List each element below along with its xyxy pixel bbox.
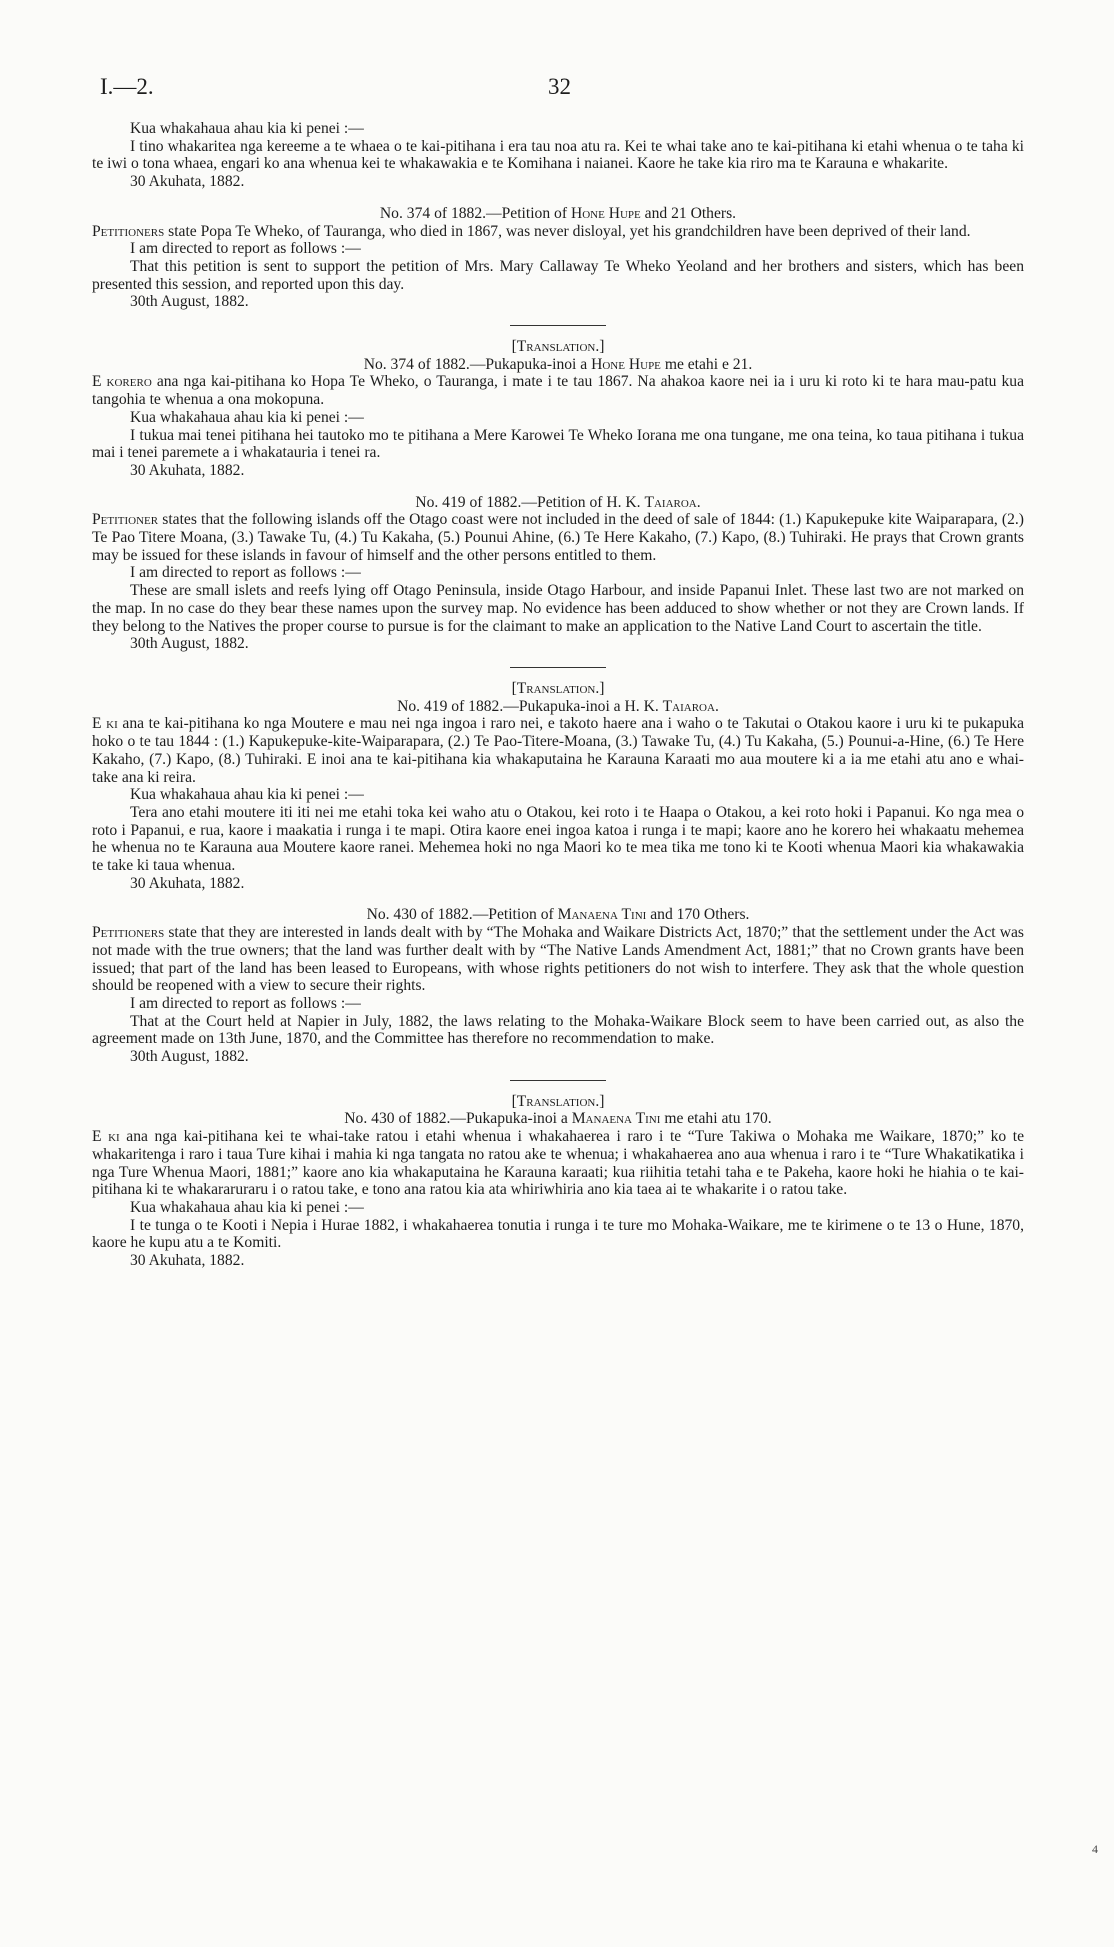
divider [510, 667, 606, 668]
margin-mark: 4 [1092, 1842, 1098, 1856]
divider [510, 1080, 606, 1081]
date-line: 30th August, 1882. [130, 293, 249, 311]
date-line: 30 Akuhata, 1882. [130, 173, 245, 191]
series-label: I.—2. [100, 74, 154, 99]
directed-line: I am directed to report as follows :— [130, 564, 361, 582]
date-line: 30 Akuhata, 1882. [130, 461, 245, 479]
petition-title: No. 419 of 1882.—Pukapuka-inoi a H. K. Taiaroa. [397, 697, 719, 715]
paragraph: E ki ana nga kai-pitihana kei te whai-take ratou i etahi whenua i whakahaerea i raro i te “Ture Takiwa o Mohaka me Waikare, 1870;” ko te whakaritenga i raro i taua Ture kihai i mahia ki nga tangata no ratou ake te whenua; i whakahaerea ano aua whenua i raro i te “Ture Whakatikatika i nga Ture Whenua Maori, 1881;” kaore ano kia whakaputaina he Karauna karaati; kua riihitia tetahi taha e te Pakeha, kaore hoki he hiahia o te kai-pitihana ki te whakararuraru i o ratou take, e tono ana ratou kia ata whiriwhiria ano kia taea ai te whakarite i o ratou take. [92, 1128, 1024, 1199]
directed-line: I am directed to report as follows :— [130, 994, 361, 1012]
document-body [92, 120, 1024, 1270]
paragraph: I tukua mai tenei pitihana hei tautoko mo te pitihana a Mere Karowei Te Wheko Iorana me ona tungane, me ona teina, ko taua pitihana i tukua mai i tenei paremete a i whakatauria i tenei ra. [92, 426, 1024, 462]
paragraph: I tino whakaritea nga kereeme a te whaea o te kai-pitihana i era tau noa atu ra. Kei te whai take ano te kai-pitihana ki etahi whenua o te taha ki te iwi o tona whaea, engari ko ana whenua kei te whakawakia e te Komihana i naianei. Kaore he take kia riro ma te Karauna e whakarite. [92, 137, 1024, 173]
page-number: 32 [548, 74, 571, 99]
intro-line: Kua whakahaua ahau kia ki penei :— [130, 120, 364, 137]
intro-line: Kua whakahaua ahau kia ki penei :— [130, 1198, 364, 1216]
paragraph: I te tunga o te Kooti i Nepia i Hurae 1882, i whakahaerea tonutia i runga i te ture mo Mohaka-Waikare, me te kirimene o te 13 o Hune, 1870, kaore he kupu atu a te Komiti. [92, 1216, 1024, 1252]
date-line: 30 Akuhata, 1882. [130, 874, 245, 892]
paragraph: Petitioners state Popa Te Wheko, of Tauranga, who died in 1867, was never disloyal, yet his grandchildren have been deprived of their land. [92, 222, 971, 240]
paragraph: These are small islets and reefs lying off Otago Peninsula, inside Otago Harbour, and inside Papanui Inlet. These last two are not marked on the map. In no case do they bear these names upon the survey map. No evidence has been adduced to show whether or not they are Crown lands. If they belong to the Natives the proper course to pursue is for the claimant to make an application to the Native Land Court to ascertain the title. [92, 582, 1024, 635]
paragraph: That this petition is sent to support the petition of Mrs. Mary Callaway Te Wheko Yeoland and her brothers and sisters, which has been presented this session, and reported upon this day. [92, 257, 1024, 293]
divider [510, 325, 606, 326]
petition-title: No. 374 of 1882.—Petition of Hone Hupe and 21 Others. [379, 204, 737, 222]
paragraph: E ki ana te kai-pitihana ko nga Moutere e mau nei nga ingoa i raro nei, e takoto haere ana i waho o te Takutai o Otakou kaore i uru ki te pukapuka hoko o te tau 1844 : (1.) Kapukepuke-kite-Waiparapara, (2.) Te Pao-Titere-Moana, (3.) Tawake Tu, (4.) Tu Kakaha, (5.) Pounui-a-Hine, (6.) Te Here Kakaho, (7.) Kapo, (8.) Tuhiraki. E inoi ana te kai-pitihana kia whakaputaina he Karauna Karaati mo aua moutere ki a ia me etahi atu ano e whai-take ana ki reira. [92, 715, 1025, 786]
paragraph: E korero ana nga kai-pitihana ko Hopa Te Wheko, o Tauranga, i mate i te tau 1867. Na ahakoa kaore nei ia i uru ki roto ki te hara mau-patu kua tangohia te whenua a ona mokopuna. [92, 373, 1024, 409]
petition-title: No. 430 of 1882.—Petition of Manaena Tini and 170 Others. [366, 906, 750, 924]
petition-title: No. 430 of 1882.—Pukapuka-inoi a Manaena Tini me etahi atu 170. [344, 1110, 772, 1128]
paragraph: Petitioners state that they are interested in lands dealt with by “The Mohaka and Waikare Districts Act, 1870;” that the settlement under the Act was not made with the true owners; that the land was further dealt with by “The Native Lands Amendment Act, 1881;” that no Crown grants have been issued; that part of the land has been leased to Europeans, with whose rights petitioners do not wish to interfere. They ask that the whole question should be reopened with a view to secure their rights. [92, 924, 1024, 995]
petition-title: No. 374 of 1882.—Pukapuka-inoi a Hone Hupe me etahi e 21. [363, 355, 753, 373]
paragraph: Tera ano etahi moutere iti iti nei me etahi toka kei waho atu o Otakou, kei roto i te Haapa o Otakou, a kei roto hoki i Papanui. Ko nga mea o roto i Papanui, e rua, kaore i maakatia i runga i te mapi. Otira kaore enei ingoa katoa i runga i te mapi; kaore ano he korero hei whakaatu mehemea he whenua no te Karauna aua Moutere kaore ranei. Mehemea hoki no nga Maori ko te mea tika me tono ki te Kooti whenua Maori kia whakawakia te take ki taua whenua. [92, 803, 1024, 875]
petition-title: No. 419 of 1882.—Petition of H. K. Taiaroa. [415, 493, 701, 511]
translation-heading: [Translation.] [511, 679, 605, 697]
date-line: 30th August, 1882. [130, 1048, 249, 1066]
translation-heading: [Translation.] [511, 338, 605, 356]
intro-line: Kua whakahaua ahau kia ki penei :— [130, 786, 364, 804]
date-line: 30 Akuhata, 1882. [130, 1252, 245, 1270]
translation-heading: [Translation.] [511, 1092, 605, 1110]
paragraph: Petitioner states that the following islands off the Otago coast were not included in the deed of sale of 1844: (1.) Kapukepuke kite Waiparapara, (2.) Te Pao Titere Moana, (3.) Tawake Tu, (4.) Tu Kakaha, (5.) Pounui Ahine, (6.) Te Here Kakaho, (7.) Kapo, (8.) Tuhiraki. He prays that Crown grants may be issued for these islands in favour of himself and the other persons entitled to them. [92, 511, 1024, 564]
paragraph: That at the Court held at Napier in July, 1882, the laws relating to the Mohaka-Waikare Block seem to have been carried out, as also the agreement made on 13th June, 1870, and the Committee has therefore no recommendation to make. [92, 1012, 1024, 1048]
intro-line: Kua whakahaua ahau kia ki penei :— [130, 408, 364, 426]
date-line: 30th August, 1882. [130, 635, 249, 653]
directed-line: I am directed to report as follows :— [130, 240, 361, 258]
